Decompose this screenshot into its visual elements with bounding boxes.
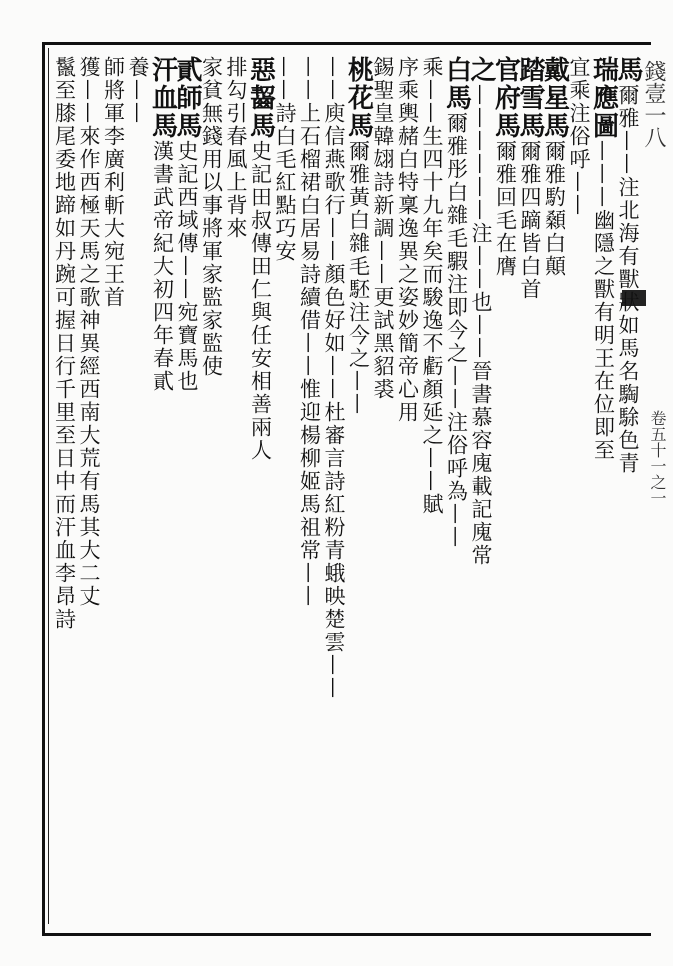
entry-heading: 惡齧馬 [245, 56, 276, 140]
entry-text: ———幽隱之獸有明王在位即至 [591, 140, 616, 462]
entry-text: 漢書武帝紀大初四年春貳 [150, 140, 175, 393]
entry-text: 爾雅——注北海有獸狀如馬名騊駼色青 [616, 84, 640, 475]
entry-text: ——————注——也——晉書慕容廆載記廆常 [469, 84, 493, 567]
entry-text: 師將軍李廣利斬大宛王首 [101, 56, 126, 309]
entry-heading: 汗血馬 [147, 56, 178, 140]
entry-heading: 戴星馬 [539, 56, 570, 140]
entry-text: 鬣至膝尾委地蹄如丹踠可握日行千里至日中而汗血李昂詩 [52, 56, 77, 631]
entry-text: 排勾引春風上背來 [224, 56, 248, 240]
entry-text: 史記田叔傳田仁與任安相善兩人 [248, 140, 273, 462]
entry-text: 宜乘注俗呼—— [567, 56, 591, 217]
entry-text: 家貧無錢用以事將軍家監家監使 [199, 56, 224, 378]
entry-text: 乘——生四十九年矣而駿逸不虧顏延之——賦 [420, 56, 444, 516]
entry-heading: 馬 [613, 56, 643, 84]
entry-text: 獲——來作西極天馬之歌神異經西南大荒有馬其大二丈 [77, 56, 101, 608]
entry-heading: 之 [466, 56, 496, 84]
text-column [37, 56, 77, 916]
entry-text: ——庾信燕歌行——顏色好如——杜審言詩紅粉青蛾映楚雲—— [322, 56, 346, 700]
entry-text: 爾雅彤白雜毛騢注即今之——注俗呼為—— [444, 112, 469, 549]
entry-heading: 白馬 [441, 56, 472, 112]
entry-text: 養—— [126, 56, 150, 125]
entry-heading: 官府馬 [490, 56, 521, 140]
margin-volume: 卷五十一之一 [648, 410, 667, 506]
entry-heading: 桃花馬 [343, 56, 374, 140]
entry-text: 史記西域傳——宛寶馬也 [175, 140, 199, 393]
entry-text: 爾雅黃白雜毛駓注今之—— [346, 140, 371, 416]
entry-text: 爾雅回毛在膺 [493, 140, 518, 278]
entry-text: ——上石榴裙白居易詩續借——惟迎楊柳姬馬祖常—— [297, 56, 322, 608]
entry-heading: 踏雪馬 [515, 56, 545, 140]
entry-text: 爾雅馰顙白顛 [542, 140, 567, 278]
entry-text: 錫聖皇韓翃詩新調——更試黑貂裘 [371, 56, 395, 401]
entry-text: 序乘輿赭白特稟逸異之姿妙簡帝心用 [395, 56, 420, 424]
entry-heading: 瑞應圖 [588, 56, 619, 140]
entry-text: 爾雅四蹢皆白首 [518, 140, 542, 301]
entry-text: ——詩白毛紅點巧安 [273, 56, 297, 263]
entry-heading: 貳師馬 [172, 56, 202, 140]
margin-header: 錢壹一八 [641, 60, 666, 148]
